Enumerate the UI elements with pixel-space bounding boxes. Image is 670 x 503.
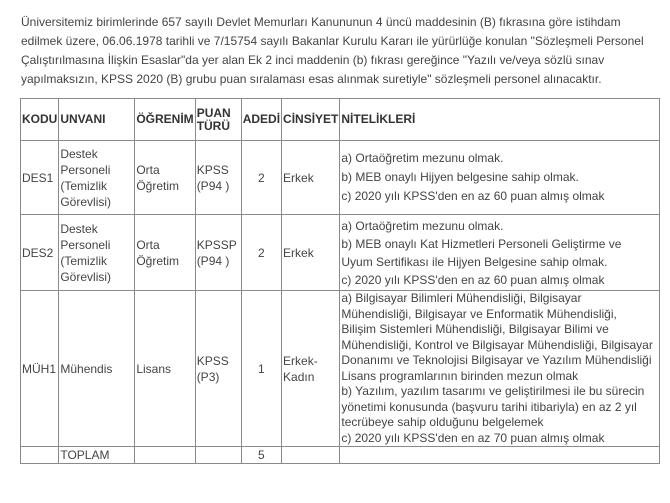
nitelik-line: c) 2020 yılı KPSS'den en az 60 puan almış olmak [341, 272, 605, 287]
cell-empty [135, 447, 195, 464]
nitelik-line: b) Yazılım, yazılım tasarımı ve geliştirilmesi ile bu sürecin [341, 384, 645, 398]
header-kodu: KODU [21, 99, 59, 141]
table-header-row [21, 99, 660, 141]
intro-line: edilmek üzere, 06.06.1978 tarihli ve 7/15754 sayılı Bakanlar Kurulu Kararı ile yürürlüğe konulan "Sözleşmeli Personel [21, 34, 644, 48]
cell-empty [340, 447, 660, 464]
unvani-line: Destek [60, 146, 98, 161]
cell-cinsiyet [282, 141, 340, 215]
cell-puan [195, 141, 241, 215]
total-row [21, 447, 660, 464]
nitelik-line: Bilişim Sistemleri Mühendisliği, Bilgisayar Bilimi ve [341, 322, 609, 336]
unvani-line: Görevlisi) [60, 269, 112, 284]
cell-puan [195, 215, 241, 291]
puan-line: (P94 ) [196, 253, 230, 268]
nitelik-line: tecrübeye sahip olduğunu belgelemek [341, 415, 544, 429]
position-table [20, 98, 660, 464]
nitelik-line: a) Ortaöğretim mezunu olmak. [341, 218, 504, 233]
unvani-line: Görevlisi) [60, 194, 112, 209]
intro-paragraph [21, 13, 651, 89]
header-adedi: ADEDİ [241, 99, 281, 141]
nitelik-line: c) 2020 yılı KPSS'den en az 70 puan almış olmak [341, 430, 605, 445]
cell-ogrenim [135, 291, 195, 447]
cinsiyet-line: Erkek [283, 245, 314, 260]
table-row [21, 215, 660, 291]
cell-nitelikler [340, 215, 660, 291]
cell-unvani [59, 215, 135, 291]
nitelik-line: a) Bilgisayar Bilimleri Mühendisliği, Bilgisayar [341, 291, 582, 305]
nitelik-line: Uyum Sertifikası ile Hijyen Belgesine sahip olmak. [341, 254, 608, 269]
unvani-line: Personeli [60, 162, 111, 177]
nitelik-line: b) MEB onaylı Kat Hizmetleri Personeli Geliştirme ve [341, 236, 622, 251]
cell-unvani [59, 291, 135, 447]
table-row [21, 291, 660, 447]
cinsiyet-line: Kadın [283, 369, 315, 384]
header-puan-line-1: PUAN [196, 105, 231, 120]
cell-ogrenim [135, 141, 195, 215]
nitelik-line: yönetimi konusunda (başvuru tarihi itibariyla) en az 2 yıl [341, 399, 637, 414]
puan-line: (P3) [196, 369, 220, 384]
cell-ogrenim [135, 215, 195, 291]
cell-nitelikler [340, 141, 660, 215]
puan-line: KPSS [196, 162, 229, 177]
cell-nitelikler [340, 291, 660, 447]
unvani-line: Personeli [60, 237, 111, 252]
cell-adedi: 2 [241, 215, 281, 291]
puan-line: KPSS [196, 353, 229, 368]
cell-adedi: 2 [241, 141, 281, 215]
cinsiyet-line: Erkek- [283, 353, 318, 368]
cell-unvani [59, 141, 135, 215]
nitelik-line: Donanımı ve Teknolojisi Bilgisayar ve Yazılım Mühendisliği [341, 353, 652, 367]
unvani-line: Mühendis [60, 361, 113, 376]
cell-kodu: DES1 [21, 141, 59, 215]
header-cinsiyet: CİNSİYET [282, 99, 340, 141]
intro-line: yapılmaksızın, KPSS 2020 (B) grubu puan sıralaması esas alınmak suretiyle" sözleşmeli personel alınacaktır. [21, 72, 602, 86]
nitelik-line: a) Ortaöğretim mezunu olmak. [341, 151, 504, 165]
unvani-line: (Temizlik [60, 178, 108, 193]
cell-empty [21, 447, 59, 464]
header-puan-line-2: TÜRÜ [196, 118, 231, 133]
ogrenim-line: Öğretim [136, 178, 180, 193]
unvani-line: (Temizlik [60, 253, 108, 268]
nitelik-line: Mühendisliği, Kontrol ve Bilgisayar Mühendisliği, Bilgisayar [341, 337, 653, 352]
cell-kodu: DES2 [21, 215, 59, 291]
ogrenim-line: Öğretim [136, 253, 180, 268]
ogrenim-line: Orta [136, 237, 160, 252]
puan-line: KPSSP [196, 237, 237, 252]
cell-cinsiyet [282, 291, 340, 447]
nitelik-line: Lisans programlarının birinden mezun olmak [341, 368, 579, 383]
cell-cinsiyet [282, 215, 340, 291]
header-puan-turu [195, 99, 241, 141]
cinsiyet-line: Erkek [283, 170, 314, 185]
total-value: 5 [241, 447, 281, 464]
cell-empty [195, 447, 241, 464]
unvani-line: Destek [60, 221, 98, 236]
cell-puan [195, 291, 241, 447]
puan-line: (P94 ) [196, 178, 230, 193]
table-row [21, 141, 660, 215]
header-nitelikler: NİTELİKLERİ [340, 99, 660, 141]
nitelik-line: b) MEB onaylı Hijyen belgesine sahip olmak. [341, 170, 579, 184]
intro-line: Üniversitemiz birimlerinde 657 sayılı Devlet Memurları Kanununun 4 üncü maddesinin (B) fıkrasına göre istihdam [21, 15, 621, 29]
intro-line: Çalıştırılmasına İlişkin Esaslar"da yer alan Ek 2 inci maddenin (b) fıkrası gereğince "Yazılı ve/veya sözlü sınav [21, 53, 605, 67]
ogrenim-line: Orta [136, 162, 160, 177]
nitelik-line: c) 2020 yılı KPSS'den en az 60 puan almış olmak [341, 189, 605, 203]
cell-adedi: 1 [241, 291, 281, 447]
header-unvani: UNVANI [59, 99, 135, 141]
cell-empty [282, 447, 340, 464]
total-label: TOPLAM [59, 447, 135, 464]
cell-kodu: MÜH1 [21, 291, 59, 447]
header-ogrenim: ÖĞRENİM [135, 99, 195, 141]
ogrenim-line: Lisans [136, 361, 172, 376]
nitelik-line: Mühendisliği, Bilgisayar ve Enformatik Mühendisliği, [341, 306, 617, 321]
